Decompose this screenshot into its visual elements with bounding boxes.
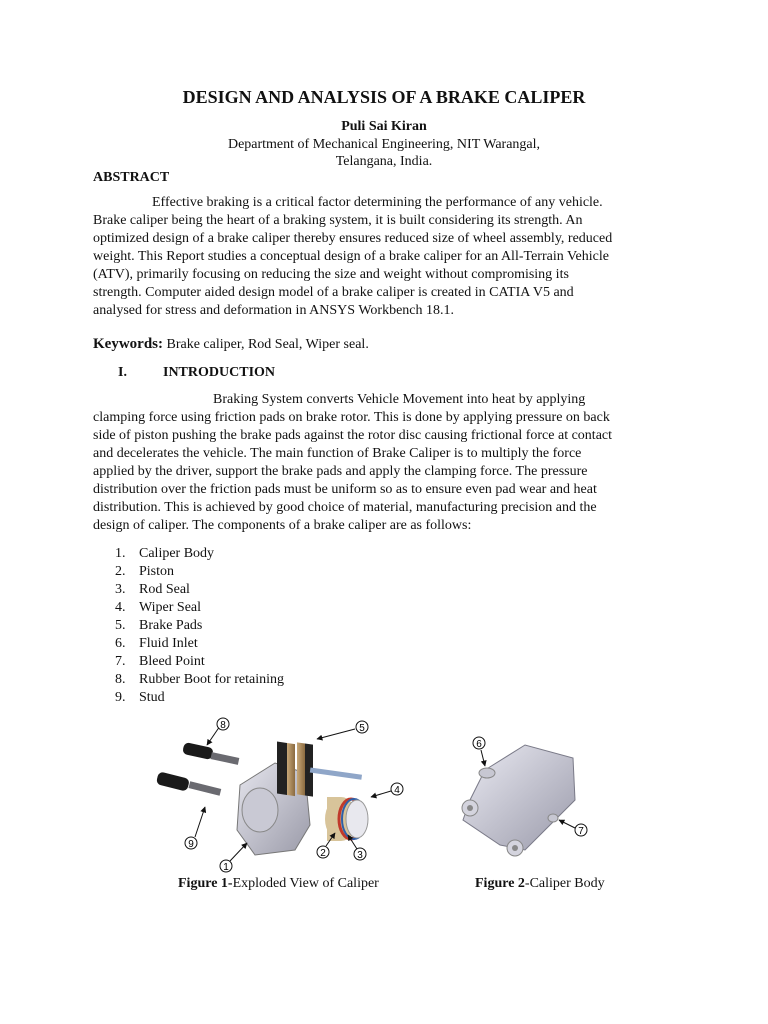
svg-text:7: 7 — [578, 826, 584, 837]
keywords-label: Keywords: — [93, 336, 163, 352]
svg-text:5: 5 — [359, 723, 365, 734]
list-item: 7. Bleed Point — [115, 654, 205, 669]
brake-pads — [277, 742, 313, 797]
paper-title: DESIGN AND ANALYSIS OF A BRAKE CALIPER — [182, 87, 586, 107]
affiliation-line-1: Department of Mechanical Engineering, NIT Warangal, — [227, 137, 541, 152]
callout-5 — [317, 721, 368, 739]
intro-line: distribution over the friction pads must be uniform so as to ensure even pad wear and heat — [93, 482, 597, 497]
list-item: 1. Caliper Body — [115, 546, 215, 561]
section-number: I. — [118, 365, 127, 380]
affiliation-line-2: Telangana, India. — [335, 154, 433, 169]
callout-2 — [317, 833, 335, 859]
svg-text:2: 2 — [320, 848, 326, 859]
figure-2-caliper-body — [455, 730, 595, 865]
abstract-line: analysed for stress and deformation in ANSYS Workbench 18.1. — [93, 303, 454, 318]
introduction-paragraph — [93, 391, 673, 535]
stud-with-rubber-boot-upper — [182, 742, 239, 765]
figure-1-caption: Figure 1-Exploded View of Caliper — [178, 876, 379, 891]
list-item: 5. Brake Pads — [115, 618, 203, 633]
callout-6 — [473, 737, 485, 766]
abstract-line: Effective braking is a critical factor determining the performance of any vehicle. — [152, 195, 603, 210]
intro-line: clamping force using friction pads on brake rotor. This is done by applying pressure on back — [93, 410, 610, 425]
svg-text:8: 8 — [220, 720, 226, 731]
piston-and-seals — [325, 797, 368, 841]
keywords-text: Brake caliper, Rod Seal, Wiper seal. — [163, 337, 369, 352]
abstract-line: weight. This Report studies a conceptual design of a brake caliper for an All-Terrain Vehicle — [93, 249, 609, 264]
intro-line: applied by the driver, support the brake pads and apply the clamping force. The pressure — [93, 464, 588, 479]
callout-7 — [559, 820, 587, 837]
svg-text:3: 3 — [357, 850, 363, 861]
intro-line: design of caliper. The components of a brake caliper are as follows: — [93, 518, 472, 533]
author-name: Puli Sai Kiran — [341, 119, 427, 134]
abstract-line: optimized design of a brake caliper thereby ensures reduced size of wheel assembly, reduced — [93, 231, 613, 246]
intro-line: side of piston pushing the brake pads against the rotor disc causing frictional force at contact — [93, 428, 613, 443]
intro-line: and decelerates the vehicle. The main function of Brake Caliper is to multiply the force — [93, 446, 582, 461]
list-item: 3. Rod Seal — [115, 582, 190, 597]
abstract-heading: ABSTRACT — [93, 170, 170, 185]
list-item: 8. Rubber Boot for retaining — [115, 672, 285, 687]
callout-1 — [220, 843, 247, 873]
stud-with-rubber-boot-lower — [156, 771, 221, 795]
pin — [310, 768, 362, 780]
figure-1-exploded-view — [145, 715, 410, 875]
caliper-body-solid — [463, 745, 575, 850]
abstract-line: Brake caliper being the heart of a braking system, it is built considering its strength. An — [93, 213, 583, 228]
figure-2-caption: Figure 2-Caliper Body — [475, 876, 605, 891]
svg-text:9: 9 — [188, 839, 194, 850]
callout-9 — [185, 807, 205, 850]
callout-4 — [371, 783, 403, 797]
keywords — [93, 336, 369, 353]
abstract-line: strength. Computer aided design model of a brake caliper is created in CATIA V5 and — [93, 285, 574, 300]
section-heading-introduction: INTRODUCTION — [163, 365, 276, 380]
list-item: 2. Piston — [115, 564, 175, 579]
list-item: 4. Wiper Seal — [115, 600, 202, 615]
svg-text:6: 6 — [476, 739, 482, 750]
list-item: 6. Fluid Inlet — [115, 636, 198, 651]
abstract-paragraph — [93, 194, 673, 320]
abstract-line: (ATV), primarily focusing on reducing the size and weight without compromising its — [93, 267, 569, 282]
intro-line: distribution. This is achieved by good choice of material, manufacturing precision and the — [93, 500, 597, 515]
list-item: 9. Stud — [115, 690, 165, 705]
svg-text:4: 4 — [394, 785, 400, 796]
callout-8 — [207, 718, 229, 745]
svg-text:1: 1 — [223, 862, 229, 873]
intro-line: Braking System converts Vehicle Movement into heat by applying — [213, 392, 586, 407]
